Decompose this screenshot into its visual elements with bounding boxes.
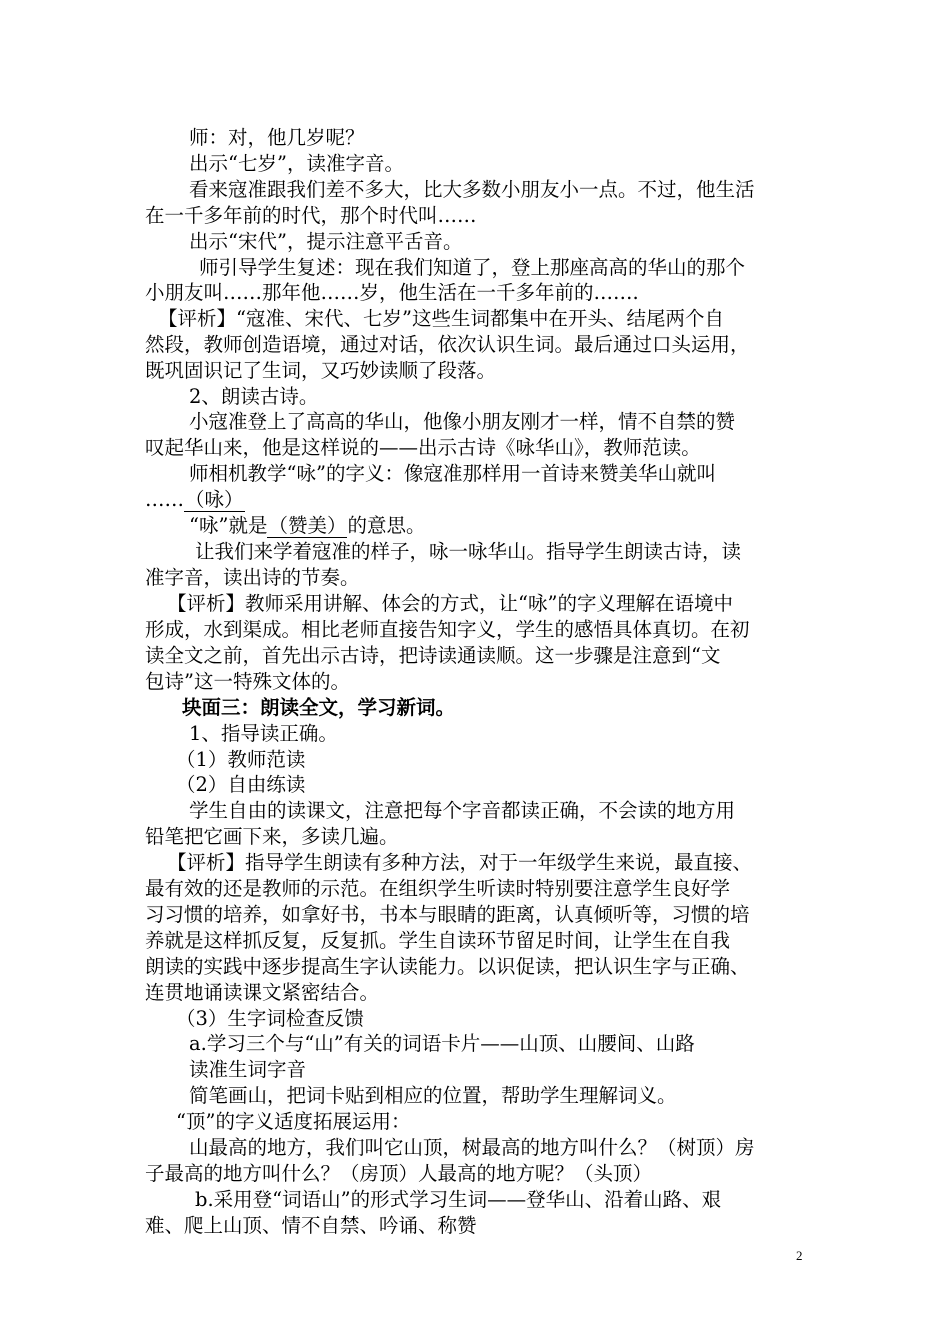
text-line: a.学习三个与“山”有关的词语卡片——山顶、山腰间、山路: [189, 1032, 695, 1055]
section-heading: 块面三：朗读全文，学习新词。: [182, 696, 456, 719]
text-line: 在一千多年前的时代，那个时代叫……: [145, 204, 477, 227]
page-number: 2: [796, 1248, 803, 1263]
text-segment: “咏”就是: [189, 514, 268, 537]
text-line: 【评析】教师采用讲解、体会的方式，让“咏”的字义理解在语境中: [167, 592, 733, 615]
text-line: 最有效的还是教师的示范。在组织学生听读时特别要注意学生良好学: [145, 877, 731, 900]
text-line: 【评析】“寇准、宋代、七岁”这些生词都集中在开头、结尾两个自: [158, 307, 724, 330]
text-line: [145, 487, 245, 513]
text-line: 然段，教师创造语境，通过对话，依次认识生词。最后通过口头运用，: [145, 333, 750, 356]
text-line: “顶”的字义适度拓展运用：: [176, 1110, 411, 1133]
text-line: （1）教师范读: [176, 748, 306, 771]
answer-blank: （咏）: [185, 488, 244, 511]
text-line: 1、指导读正确。: [189, 722, 338, 745]
text-line: [189, 513, 425, 539]
text-line: 出示“宋代”，提示注意平舌音。: [189, 230, 463, 253]
text-line: 形成，水到渠成。相比老师直接告知字义，学生的感悟具体真切。在初: [145, 618, 750, 641]
text-segment: 的意思。: [347, 514, 426, 537]
text-line: 朗读的实践中逐步提高生字认读能力。以识促读，把认识生字与正确、: [145, 955, 750, 978]
text-line: 准字音，读出诗的节奏。: [145, 566, 360, 589]
text-line: 学生自由的读课文，注意把每个字音都读正确，不会读的地方用: [189, 799, 736, 822]
text-line: 让我们来学着寇准的样子，咏一咏华山。指导学生朗读古诗，读: [195, 540, 742, 563]
text-line: 2、朗读古诗。: [189, 385, 319, 408]
answer-blank: （赞美）: [268, 514, 347, 537]
text-line: 铅笔把它画下来，多读几遍。: [145, 825, 399, 848]
text-line: 既巩固识记了生词，又巧妙读顺了段落。: [145, 359, 497, 382]
text-line: 【评析】指导学生朗读有多种方法，对于一年级学生来说，最直接、: [167, 851, 753, 874]
text-line: 小寇准登上了高高的华山，他像小朋友刚才一样，情不自禁的赞: [189, 410, 736, 433]
text-line: 包诗”这一特殊文体的。: [145, 670, 350, 693]
text-line: 山最高的地方，我们叫它山顶，树最高的地方叫什么？（树顶）房: [189, 1136, 755, 1159]
text-line: 师：对，他几岁呢？: [189, 126, 365, 149]
text-line: 出示“七岁”，读准字音。: [189, 152, 404, 175]
text-line: 简笔画山，把词卡贴到相应的位置，帮助学生理解词义。: [189, 1084, 677, 1107]
text-line: b.采用登“词语山”的形式学习生词——登华山、沿着山路、艰: [195, 1188, 722, 1211]
text-line: 小朋友叫……那年他……岁，他生活在一千多年前的…….: [145, 281, 639, 304]
text-prefix: ……: [145, 488, 184, 511]
text-line: 师引导学生复述：现在我们知道了，登上那座高高的华山的那个: [199, 256, 746, 279]
text-line: 养就是这样抓反复，反复抓。学生自读环节留足时间，让学生在自我: [145, 929, 731, 952]
text-line: （3）生字词检查反馈: [176, 1007, 364, 1030]
text-line: 子最高的地方叫什么？（房顶）人最高的地方呢？（头顶）: [145, 1162, 653, 1185]
text-line: （2）自由练读: [176, 773, 306, 796]
text-line: 读全文之前，首先出示古诗，把诗读通读顺。这一步骤是注意到“文: [145, 644, 721, 667]
text-line: 难、爬上山顶、情不自禁、吟诵、称赞: [145, 1214, 477, 1237]
text-line: 叹起华山来，他是这样说的——出示古诗《咏华山》，教师范读。: [145, 436, 701, 459]
text-line: 读准生词字音: [189, 1058, 307, 1081]
text-line: 习习惯的培养，如拿好书，书本与眼睛的距离，认真倾听等，习惯的培: [145, 903, 750, 926]
text-line: 看来寇准跟我们差不多大，比大多数小朋友小一点。不过，他生活: [189, 178, 755, 201]
text-line: 师相机教学“咏”的字义：像寇准那样用一首诗来赞美华山就叫: [189, 462, 716, 485]
text-line: 连贯地诵读课文紧密结合。: [145, 981, 380, 1004]
